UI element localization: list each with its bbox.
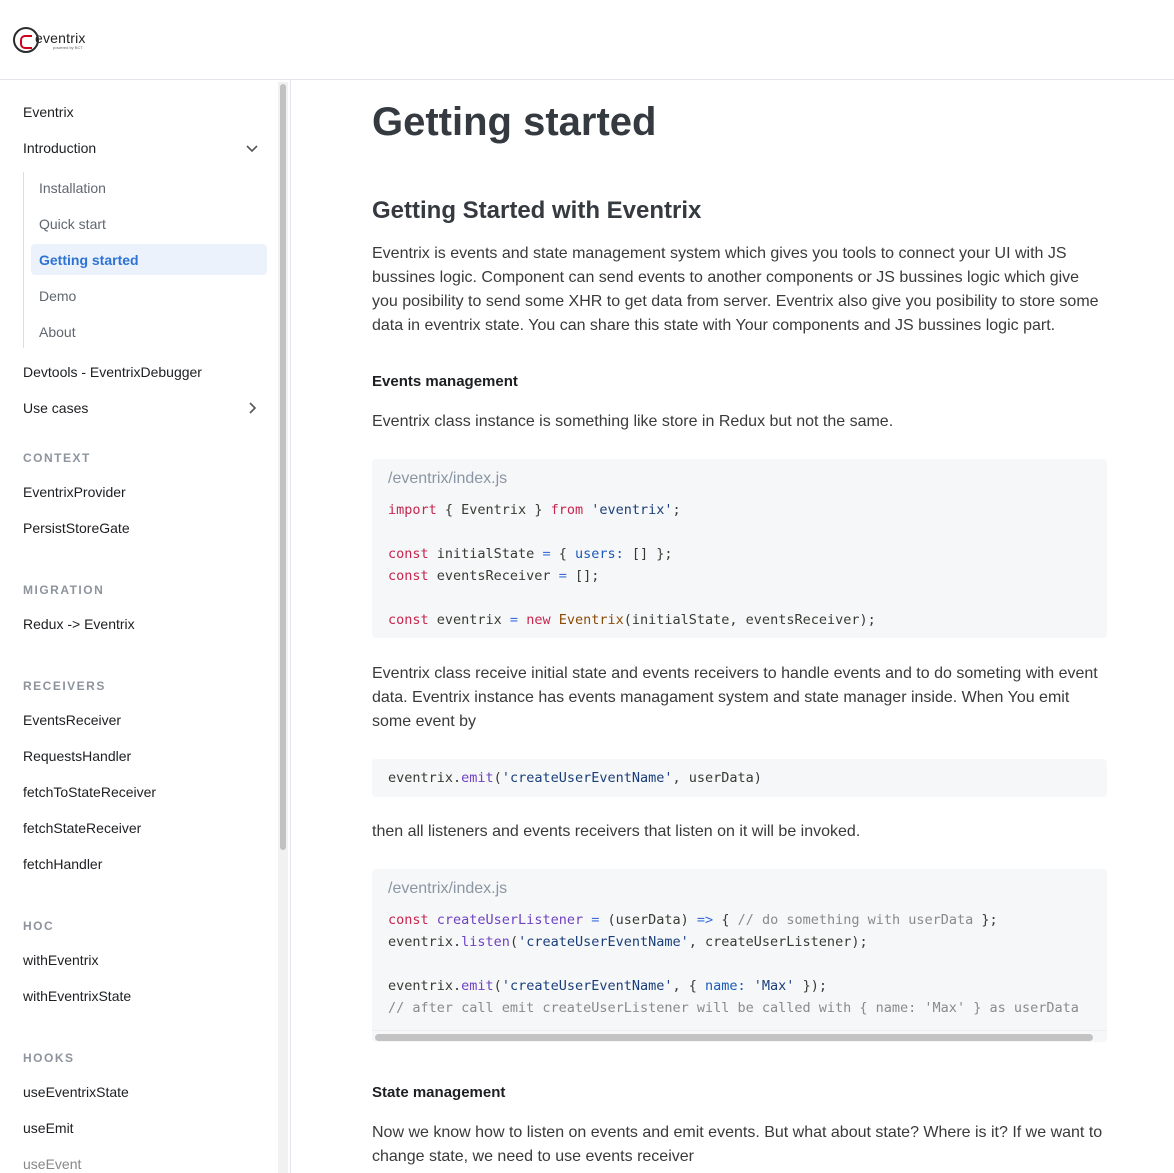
state-management-heading: State management [372,1084,506,1101]
logo-name: eventrix [35,29,86,46]
sidebar-item-useevent[interactable]: useEvent [23,1156,82,1172]
sidebar-scrollbar[interactable] [278,82,288,1173]
sidebar-item-getting-started[interactable]: Getting started [39,252,139,268]
page-title: Getting started [372,100,657,144]
sidebar-item-introduction[interactable]: Introduction [23,140,97,156]
events-paragraph-1: Eventrix class instance is something like store in Redux but not the same. [372,413,894,430]
section-title-hooks: HOOKS [23,1051,75,1065]
events-paragraph-2: Eventrix class receive initial state and events receivers to handle events and to do someting with event data. Eventrix instance has events managament system and state manager inside. When You emit some event by [372,665,1098,730]
code-block-index [372,459,1107,638]
section-title-hoc: HOC [23,919,55,933]
section-title-migration: MIGRATION [23,583,105,597]
chevron-right-icon[interactable] [244,400,260,416]
submenu-guide-line [23,172,24,348]
sidebar-item-demo[interactable]: Demo [39,288,77,304]
sidebar-item-fetchhandler[interactable]: fetchHandler [23,856,103,872]
sidebar-item-eventrix[interactable]: Eventrix [23,104,74,120]
section-title-receivers: RECEIVERS [23,679,106,693]
sidebar-item-witheventrixstate[interactable]: withEventrixState [23,988,132,1004]
eventrix-logo[interactable] [13,26,86,54]
code-horizontal-scrollbar[interactable] [372,1030,1107,1042]
sidebar-item-eventsreceiver[interactable]: EventsReceiver [23,712,122,728]
sidebar-scrollbar-thumb[interactable] [280,84,286,850]
sidebar-item-installation[interactable]: Installation [39,180,106,196]
sidebar-item-useeventrixstate[interactable]: useEventrixState [23,1084,129,1100]
sidebar-item-persiststoregate[interactable]: PersistStoreGate [23,520,130,536]
logo-subtitle: powered by BCT [53,44,83,50]
sidebar-item-requestshandler[interactable]: RequestsHandler [23,748,132,764]
sidebar-item-about[interactable]: About [39,324,76,340]
sidebar-item-redux-eventrix[interactable]: Redux -> Eventrix [23,616,135,632]
logo-mark-icon [13,27,39,53]
code-content: eventrix.emit('createUserEventName', userData) [388,770,762,786]
code-block-title: /eventrix/index.js [388,880,508,897]
sidebar-item-fetchtostatereceiver[interactable]: fetchToStateReceiver [23,784,157,800]
events-paragraph-3: then all listeners and events receivers that listen on it will be invoked. [372,823,861,840]
code-content: import { Eventrix } from 'eventrix'; const initialState = { users: [] }; const eventsReceiver = []; const eventrix = new Eventrix(initialState, eventsReceiver); [388,502,876,628]
sidebar-item-fetchstatereceiver[interactable]: fetchStateReceiver [23,820,142,836]
sidebar-item-quick-start[interactable]: Quick start [39,216,106,232]
chevron-down-icon[interactable] [244,140,260,156]
sidebar-item-useemit[interactable]: useEmit [23,1120,74,1136]
code-block-listener [372,869,1107,1042]
intro-paragraph: Eventrix is events and state management system which gives you tools to connect your UI with JS bussines logic. Component can send events to another components or JS bussines logic which give you posibility to send some XHR to get data from server. Eventrix also give you posibility to store some data in eventrix state. You can share this state with Your components and JS bussines logic part. [372,245,1099,334]
events-management-heading: Events management [372,373,518,390]
section-heading: Getting Started with Eventrix [372,197,702,224]
sidebar-item-use-cases[interactable]: Use cases [23,400,89,416]
sidebar-item-witheventrix[interactable]: withEventrix [23,952,99,968]
code-content: const createUserListener = (userData) => { // do something with userData }; eventrix.listen('createUserEventName', createUserListener); eventrix.emit('createUserEventName', { name: 'Max' }); // after call emit createUserListener will be called with { name: 'Max' } as userData [388,912,1079,1016]
top-bar [0,0,1174,80]
sidebar-item-devtools[interactable]: Devtools - EventrixDebugger [23,364,202,380]
code-scrollbar-thumb[interactable] [375,1034,1093,1041]
state-paragraph-1: Now we know how to listen on events and emit events. But what about state? Where is it? If we want to change state, we need to use events receiver [372,1124,1103,1165]
section-title-context: CONTEXT [23,451,91,465]
code-block-emit [372,759,1107,797]
code-block-title: /eventrix/index.js [388,470,508,487]
sidebar-item-eventrixprovider[interactable]: EventrixProvider [23,484,126,500]
